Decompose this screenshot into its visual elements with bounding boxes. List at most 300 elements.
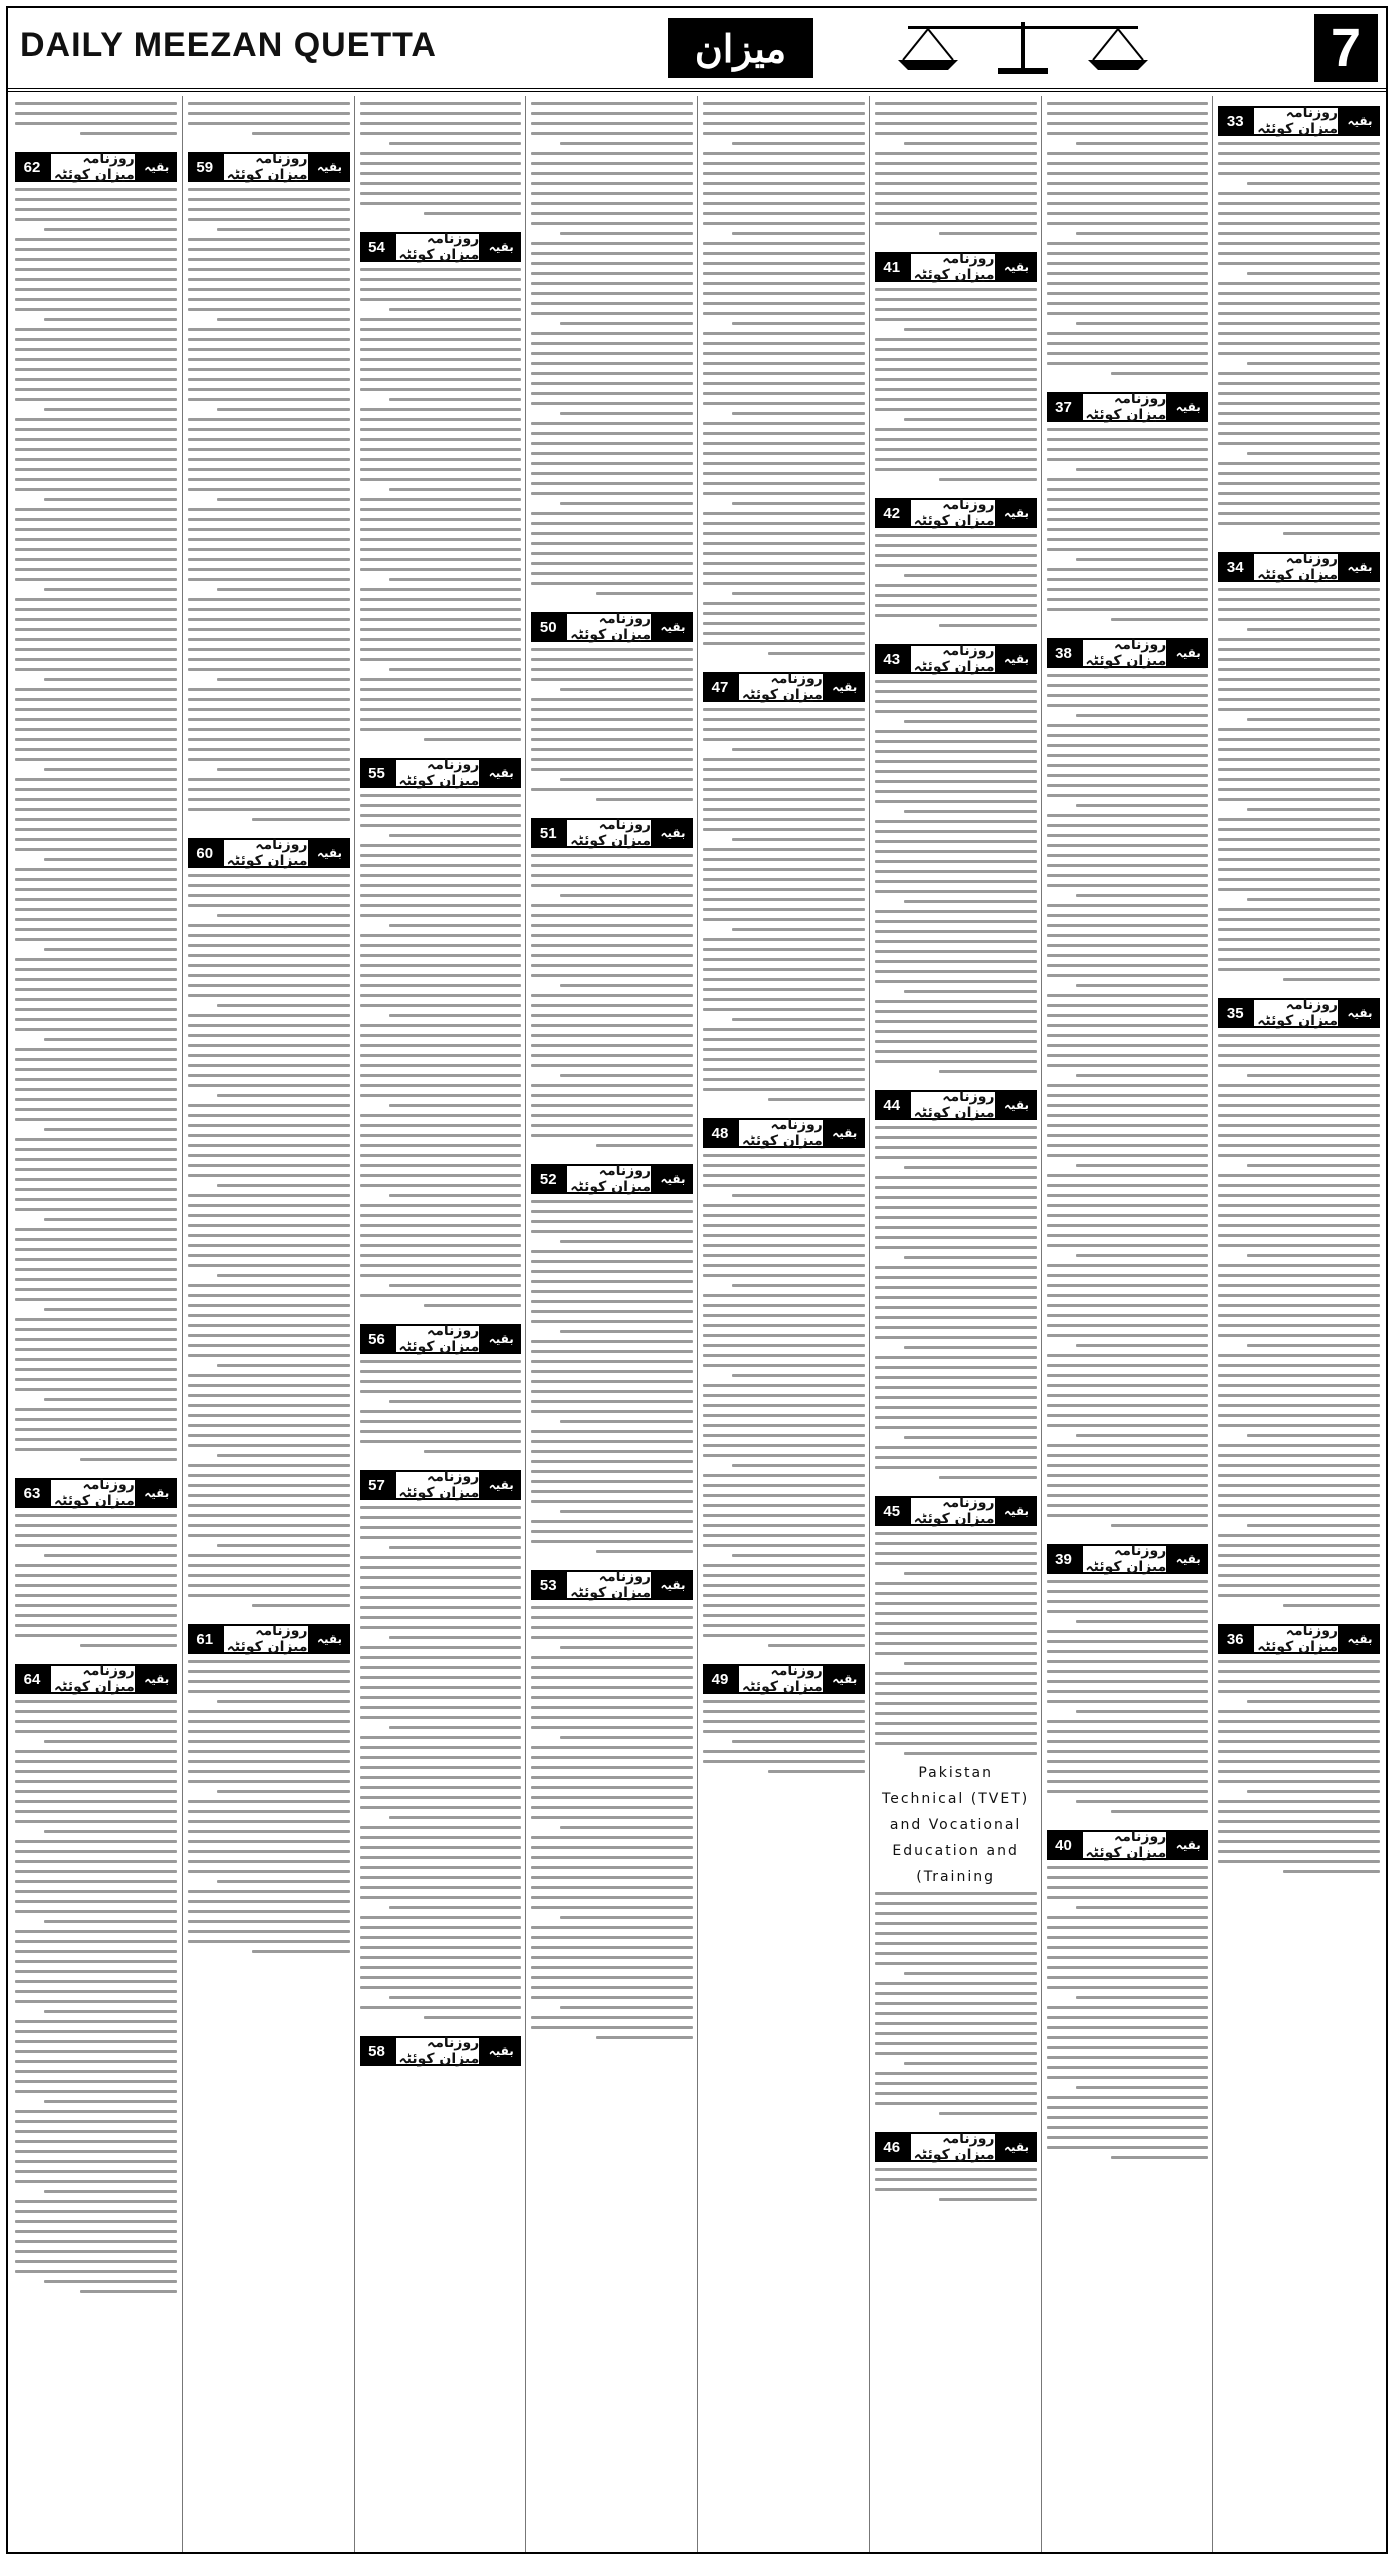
text-line	[188, 1284, 350, 1287]
heading-number: 62	[15, 152, 49, 182]
text-line	[360, 1556, 522, 1559]
text-line	[1047, 1094, 1209, 1097]
text-line	[531, 768, 693, 771]
text-line	[531, 708, 693, 711]
heading-tag: بقیہ	[653, 1164, 693, 1194]
text-line	[1218, 342, 1380, 345]
text-line	[1047, 1474, 1209, 1477]
text-line	[875, 770, 1037, 773]
text-line	[1047, 2066, 1209, 2069]
text-line	[360, 974, 522, 977]
heading-number: 59	[188, 152, 222, 182]
text-line	[360, 1756, 522, 1759]
text-line	[360, 904, 522, 907]
text-line	[360, 428, 522, 431]
text-line	[15, 1028, 177, 1031]
text-line	[188, 1304, 350, 1307]
text-line	[188, 1214, 350, 1217]
text-line	[1218, 1454, 1380, 1457]
text-line	[904, 418, 1037, 421]
story-text	[360, 794, 522, 1314]
scales-of-justice-icon	[888, 18, 1158, 80]
text-line	[531, 1956, 693, 1959]
heading-tag: بقیہ	[481, 1470, 521, 1500]
text-line	[531, 944, 693, 947]
text-line	[1047, 182, 1209, 185]
text-line	[1218, 688, 1380, 691]
news-column	[182, 96, 355, 2552]
text-line	[875, 192, 1037, 195]
heading-number: 44	[875, 1090, 909, 1120]
text-line	[703, 1564, 865, 1567]
heading-title: روزنامہ میزان کوئٹہ	[222, 1624, 310, 1654]
text-line	[732, 838, 865, 841]
text-line	[188, 1084, 350, 1087]
text-line	[875, 870, 1037, 873]
heading-number: 42	[875, 498, 909, 528]
text-line	[1218, 598, 1380, 601]
text-line	[15, 508, 177, 511]
text-line	[768, 1098, 865, 1101]
text-line	[1076, 232, 1209, 235]
text-line	[1218, 1274, 1380, 1277]
text-line	[188, 368, 350, 371]
text-line	[15, 1348, 177, 1351]
story-text	[15, 1514, 177, 1654]
text-line	[360, 994, 522, 997]
text-line	[1047, 1154, 1209, 1157]
story-heading	[531, 1164, 693, 1194]
text-line	[188, 1780, 350, 1783]
story-text	[531, 648, 693, 808]
text-line	[875, 1426, 1037, 1429]
text-line	[217, 1454, 350, 1457]
text-line	[560, 1736, 693, 1739]
heading-title: روزنامہ میزان کوئٹہ	[565, 818, 653, 848]
news-column	[869, 96, 1042, 2552]
text-line	[15, 1820, 177, 1823]
text-line	[360, 1896, 522, 1899]
text-line	[531, 172, 693, 175]
text-line	[531, 242, 693, 245]
text-line	[1218, 948, 1380, 951]
text-line	[15, 2210, 177, 2213]
text-line	[188, 248, 350, 251]
text-line	[1047, 2116, 1209, 2119]
heading-title: روزنامہ میزان کوئٹہ	[909, 644, 997, 674]
text-line	[252, 1604, 349, 1607]
text-line	[15, 788, 177, 791]
text-line	[1047, 252, 1209, 255]
text-line	[1076, 1996, 1209, 1999]
text-line	[188, 1680, 350, 1683]
story-text	[703, 1154, 865, 1654]
text-line	[188, 338, 350, 341]
text-line	[1218, 512, 1380, 515]
text-line	[15, 2240, 177, 2243]
heading-number: 34	[1218, 552, 1252, 582]
heading-title: روزنامہ میزان کوئٹہ	[565, 1570, 653, 1600]
heading-title: روزنامہ میزان کوئٹہ	[394, 2036, 482, 2066]
heading-tag: بقیہ	[825, 1664, 865, 1694]
text-line	[15, 668, 177, 671]
text-line	[15, 1614, 177, 1617]
heading-title: روزنامہ میزان کوئٹہ	[565, 1164, 653, 1194]
text-line	[188, 1930, 350, 1933]
text-line	[703, 1184, 865, 1187]
text-line	[1047, 944, 1209, 947]
text-line	[15, 838, 177, 841]
text-line	[1218, 1720, 1380, 1723]
text-line	[360, 1646, 522, 1649]
heading-tag: بقیہ	[481, 232, 521, 262]
text-line	[1076, 2086, 1209, 2089]
text-line	[531, 1360, 693, 1363]
text-line	[703, 1494, 865, 1497]
text-line	[1111, 1524, 1208, 1527]
text-line	[875, 358, 1037, 361]
text-line	[703, 1294, 865, 1297]
story	[875, 1090, 1037, 1486]
text-line	[188, 1244, 350, 1247]
text-line	[560, 1916, 693, 1919]
text-line	[15, 388, 177, 391]
text-line	[360, 338, 522, 341]
text-line	[15, 1428, 177, 1431]
text-line	[703, 1434, 865, 1437]
text-line	[531, 582, 693, 585]
text-line	[875, 554, 1037, 557]
story-heading	[15, 1478, 177, 1508]
text-line	[875, 1532, 1037, 1535]
text-line	[44, 1920, 177, 1923]
heading-number: 60	[188, 838, 222, 868]
text-line	[703, 938, 865, 941]
text-line	[188, 1044, 350, 1047]
text-line	[560, 1074, 693, 1077]
text-line	[531, 1220, 693, 1223]
english-text-line: Technical (TVET)	[882, 1791, 1030, 1807]
text-line	[1218, 472, 1380, 475]
text-line	[1047, 488, 1209, 491]
text-line	[703, 342, 865, 345]
text-line	[531, 1816, 693, 1819]
text-line	[360, 688, 522, 691]
text-line	[1047, 162, 1209, 165]
text-line	[15, 188, 177, 191]
text-line	[1247, 1344, 1380, 1347]
text-line	[560, 2006, 693, 2009]
text-line	[188, 308, 350, 311]
text-line	[1247, 452, 1380, 455]
text-line	[875, 2102, 1037, 2105]
text-line	[1218, 1194, 1380, 1197]
heading-title: روزنامہ میزان کوئٹہ	[565, 612, 653, 642]
heading-tag: بقیہ	[997, 1090, 1037, 1120]
text-line	[188, 1154, 350, 1157]
text-line	[360, 964, 522, 967]
text-line	[252, 132, 349, 135]
text-line	[1218, 1354, 1380, 1357]
text-line	[15, 1730, 177, 1733]
text-line	[1047, 1284, 1209, 1287]
text-line	[15, 918, 177, 921]
text-line	[703, 1424, 865, 1427]
heading-title: روزنامہ میزان کوئٹہ	[394, 1470, 482, 1500]
text-line	[875, 2012, 1037, 2015]
text-line	[15, 568, 177, 571]
heading-title: روزنامہ میزان کوئٹہ	[1081, 392, 1169, 422]
text-line	[188, 278, 350, 281]
text-line	[360, 1204, 522, 1207]
text-line	[875, 564, 1037, 567]
text-line	[360, 172, 522, 175]
text-line	[44, 948, 177, 951]
text-line	[188, 1114, 350, 1117]
text-line	[1218, 748, 1380, 751]
text-line	[188, 258, 350, 261]
story	[188, 152, 350, 828]
text-line	[15, 998, 177, 1001]
text-line	[15, 618, 177, 621]
text-line	[1047, 864, 1209, 867]
text-line	[875, 222, 1037, 225]
text-line	[531, 1310, 693, 1313]
story-text	[1218, 588, 1380, 988]
story	[703, 1664, 865, 1780]
text-line	[1247, 1434, 1380, 1437]
heading-title: روزنامہ میزان کوئٹہ	[1252, 998, 1340, 1028]
text-line	[44, 2280, 177, 2283]
text-line	[703, 1274, 865, 1277]
text-line	[15, 2000, 177, 2003]
text-line	[875, 1672, 1037, 1675]
text-line	[1218, 868, 1380, 871]
story-heading	[875, 498, 1037, 528]
heading-title: روزنامہ میزان کوئٹہ	[1081, 638, 1169, 668]
text-line	[1047, 1294, 1209, 1297]
text-line	[875, 690, 1037, 693]
story	[15, 102, 177, 142]
text-line	[188, 1730, 350, 1733]
text-line	[531, 994, 693, 997]
text-line	[1047, 1144, 1209, 1147]
text-line	[531, 1400, 693, 1403]
text-line	[703, 718, 865, 721]
text-line	[531, 924, 693, 927]
text-line	[15, 1278, 177, 1281]
text-line	[15, 2170, 177, 2173]
text-line	[531, 392, 693, 395]
text-line	[188, 598, 350, 601]
text-line	[531, 1340, 693, 1343]
story	[1218, 552, 1380, 988]
text-line	[188, 628, 350, 631]
text-line	[1047, 132, 1209, 135]
text-line	[1218, 778, 1380, 781]
text-line	[1047, 1394, 1209, 1397]
heading-title: روزنامہ میزان کوئٹہ	[1252, 552, 1340, 582]
text-line	[560, 1420, 693, 1423]
text-line	[15, 828, 177, 831]
heading-tag: بقیہ	[310, 152, 350, 182]
text-line	[188, 1264, 350, 1267]
text-line	[15, 538, 177, 541]
text-line	[703, 1078, 865, 1081]
text-line	[15, 2260, 177, 2263]
text-line	[732, 748, 865, 751]
text-line	[360, 318, 522, 321]
text-line	[188, 122, 350, 125]
text-line	[188, 1504, 350, 1507]
text-line	[531, 668, 693, 671]
text-line	[1047, 1630, 1209, 1633]
text-line	[1047, 2146, 1209, 2149]
text-line	[217, 1004, 350, 1007]
text-line	[360, 1736, 522, 1739]
english-text-line: and Vocational	[889, 1817, 1022, 1833]
text-line	[875, 288, 1037, 291]
text-line	[188, 1374, 350, 1377]
text-line	[1218, 302, 1380, 305]
text-line	[15, 628, 177, 631]
text-line	[188, 218, 350, 221]
text-line	[531, 1014, 693, 1017]
text-line	[1076, 1620, 1209, 1623]
text-line	[1047, 608, 1209, 611]
text-line	[360, 1746, 522, 1749]
text-line	[1247, 182, 1380, 185]
text-line	[188, 1204, 350, 1207]
text-line	[360, 1886, 522, 1889]
text-line	[360, 348, 522, 351]
text-line	[188, 668, 350, 671]
text-line	[1218, 848, 1380, 851]
text-line	[531, 1124, 693, 1127]
text-line	[44, 1038, 177, 1041]
text-line	[217, 1364, 350, 1367]
text-line	[703, 1574, 865, 1577]
heading-tag: بقیہ	[137, 152, 177, 182]
text-line	[15, 2070, 177, 2073]
text-line	[1047, 1024, 1209, 1027]
text-line	[44, 1308, 177, 1311]
text-line	[531, 1616, 693, 1619]
text-line	[703, 1484, 865, 1487]
text-line	[188, 488, 350, 491]
text-line	[188, 538, 350, 541]
heading-tag: بقیہ	[997, 644, 1037, 674]
text-line	[15, 1564, 177, 1567]
text-line	[703, 818, 865, 821]
text-line	[1218, 1660, 1380, 1663]
text-line	[15, 878, 177, 881]
text-line	[1047, 974, 1209, 977]
story-text	[875, 680, 1037, 1080]
text-line	[875, 182, 1037, 185]
heading-title: روزنامہ میزان کوئٹہ	[222, 838, 310, 868]
text-line	[188, 1464, 350, 1467]
text-line	[1218, 608, 1380, 611]
text-line	[44, 768, 177, 771]
text-line	[1047, 152, 1209, 155]
text-line	[15, 1930, 177, 1933]
text-line	[531, 352, 693, 355]
text-line	[703, 302, 865, 305]
text-line	[703, 988, 865, 991]
text-line	[15, 1158, 177, 1161]
text-line	[1247, 898, 1380, 901]
text-line	[1218, 1184, 1380, 1187]
story	[1047, 1830, 1209, 2166]
text-line	[1047, 2096, 1209, 2099]
text-line	[875, 1136, 1037, 1139]
text-line	[1047, 272, 1209, 275]
heading-number: 51	[531, 818, 565, 848]
text-line	[1218, 252, 1380, 255]
text-line	[15, 1168, 177, 1171]
text-line	[703, 798, 865, 801]
text-line	[217, 1790, 350, 1793]
text-line	[15, 278, 177, 281]
text-line	[1047, 1514, 1209, 1517]
text-line	[875, 1196, 1037, 1199]
text-line	[15, 2230, 177, 2233]
text-line	[1218, 1594, 1380, 1597]
heading-tag: بقیہ	[1340, 998, 1380, 1028]
text-line	[531, 884, 693, 887]
text-line	[904, 1166, 1037, 1169]
text-line	[217, 1094, 350, 1097]
text-line	[703, 1234, 865, 1237]
text-line	[1047, 1790, 1209, 1793]
text-line	[1047, 1174, 1209, 1177]
text-line	[217, 588, 350, 591]
text-line	[1047, 1976, 1209, 1979]
text-line	[703, 252, 865, 255]
text-line	[768, 652, 865, 655]
heading-tag: بقیہ	[825, 672, 865, 702]
text-line	[188, 1054, 350, 1057]
text-line	[188, 298, 350, 301]
text-line	[188, 1194, 350, 1197]
text-line	[1218, 482, 1380, 485]
text-line	[703, 1614, 865, 1617]
page-number: 7	[1314, 14, 1378, 82]
story	[875, 252, 1037, 488]
text-line	[703, 332, 865, 335]
text-line	[904, 1572, 1037, 1575]
text-line	[732, 1018, 865, 1021]
text-line	[875, 1286, 1037, 1289]
heading-tag: بقیہ	[137, 1664, 177, 1694]
text-line	[360, 162, 522, 165]
text-line	[875, 750, 1037, 753]
text-line	[1047, 588, 1209, 591]
text-line	[424, 212, 521, 215]
text-line	[531, 738, 693, 741]
text-line	[875, 338, 1037, 341]
text-line	[703, 162, 865, 165]
text-line	[703, 632, 865, 635]
text-line	[531, 1540, 693, 1543]
text-line	[360, 824, 522, 827]
text-line	[15, 2250, 177, 2253]
text-line	[875, 1266, 1037, 1269]
text-line	[188, 418, 350, 421]
text-line	[15, 1098, 177, 1101]
text-line	[1047, 1104, 1209, 1107]
